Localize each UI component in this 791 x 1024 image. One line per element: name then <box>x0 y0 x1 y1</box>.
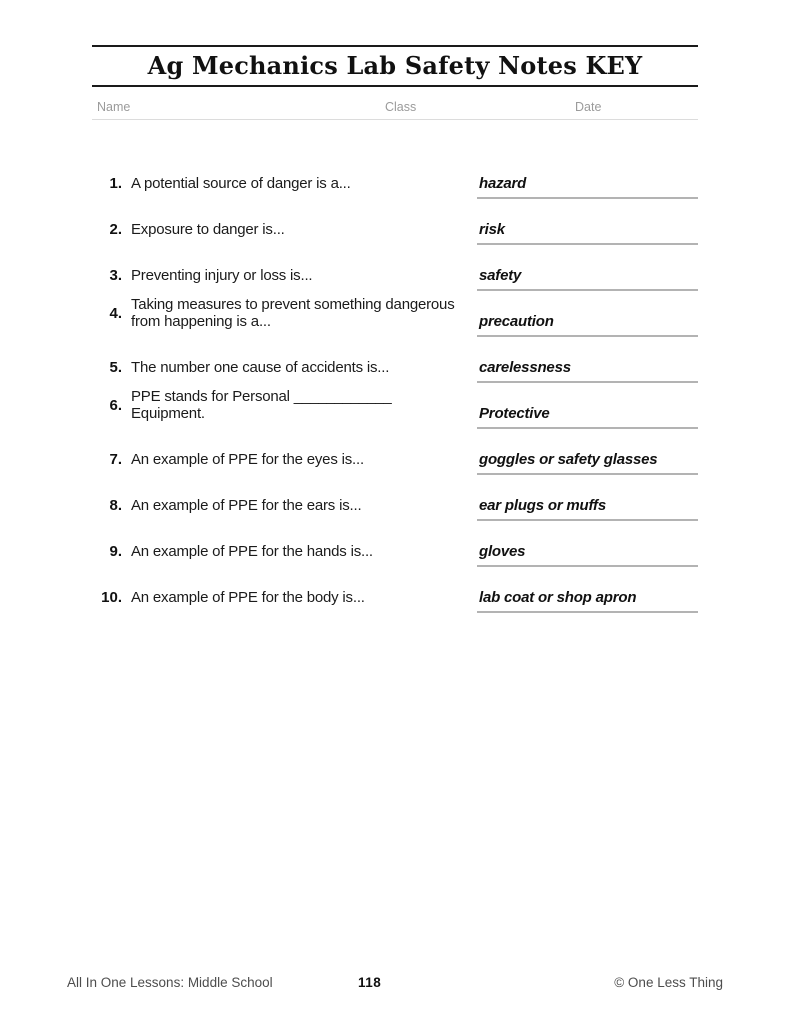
question-number: 4. <box>109 304 122 322</box>
class-field-label: Class <box>385 100 417 114</box>
question-list <box>92 175 698 613</box>
name-field-label: Name <box>97 100 131 114</box>
question-row <box>92 497 698 521</box>
footer-copyright: © One Less Thing <box>614 975 723 990</box>
student-info-row <box>92 87 698 120</box>
answer-text: Protective <box>479 405 550 422</box>
question-row <box>92 267 698 291</box>
answer-text: hazard <box>479 175 527 192</box>
answer-text: risk <box>479 221 505 238</box>
question-number: 8. <box>109 497 122 514</box>
question-text: An example of PPE for the eyes is... <box>131 451 364 468</box>
answer-text: gloves <box>479 543 526 560</box>
answer-blank-line <box>477 267 698 291</box>
answer-blank-line <box>477 589 698 613</box>
answer-blank-line <box>477 451 698 475</box>
question-text: Taking measures to prevent something dangerous from happening is a... <box>131 296 455 330</box>
question-text: An example of PPE for the body is... <box>131 589 365 606</box>
question-row <box>92 359 698 383</box>
answer-text: ear plugs or muffs <box>479 497 606 514</box>
question-row <box>92 388 698 429</box>
page-title: Ag Mechanics Lab Safety Notes KEY <box>147 51 643 80</box>
answer-text: lab coat or shop apron <box>479 589 637 606</box>
question-number: 2. <box>109 221 122 238</box>
question-text: Preventing injury or loss is... <box>131 267 313 284</box>
answer-text: carelessness <box>479 359 571 376</box>
answer-blank-line <box>477 359 698 383</box>
answer-blank-line <box>477 221 698 245</box>
answer-blank-line <box>477 175 698 199</box>
question-text: An example of PPE for the hands is... <box>131 543 373 560</box>
question-row <box>92 589 698 613</box>
date-field-label: Date <box>575 100 602 114</box>
title-block <box>92 45 698 87</box>
question-number: 7. <box>109 451 122 468</box>
question-row <box>92 451 698 475</box>
answer-text: safety <box>479 267 522 284</box>
answer-text: goggles or safety glasses <box>479 451 658 468</box>
worksheet-page <box>92 45 698 635</box>
question-row <box>92 296 698 337</box>
answer-blank-line <box>477 543 698 567</box>
question-text: The number one cause of accidents is... <box>131 359 390 376</box>
answer-blank-line <box>477 405 698 429</box>
footer-series-title: All In One Lessons: Middle School <box>67 975 273 990</box>
question-text: Exposure to danger is... <box>131 221 285 238</box>
question-number: 5. <box>109 359 122 376</box>
question-number: 6. <box>109 396 122 414</box>
question-text: PPE stands for Personal ____________ Equipment. <box>131 388 392 422</box>
question-number: 1. <box>109 175 122 192</box>
question-text: A potential source of danger is a... <box>131 175 351 192</box>
question-number: 9. <box>109 543 122 560</box>
question-row <box>92 221 698 245</box>
footer-page-number: 118 <box>358 975 382 990</box>
answer-text: precaution <box>479 313 554 330</box>
answer-blank-line <box>477 497 698 521</box>
answer-blank-line <box>477 313 698 337</box>
question-number: 3. <box>109 267 122 284</box>
question-row <box>92 543 698 567</box>
question-row <box>92 175 698 199</box>
question-number: 10. <box>101 589 122 606</box>
question-text: An example of PPE for the ears is... <box>131 497 362 514</box>
